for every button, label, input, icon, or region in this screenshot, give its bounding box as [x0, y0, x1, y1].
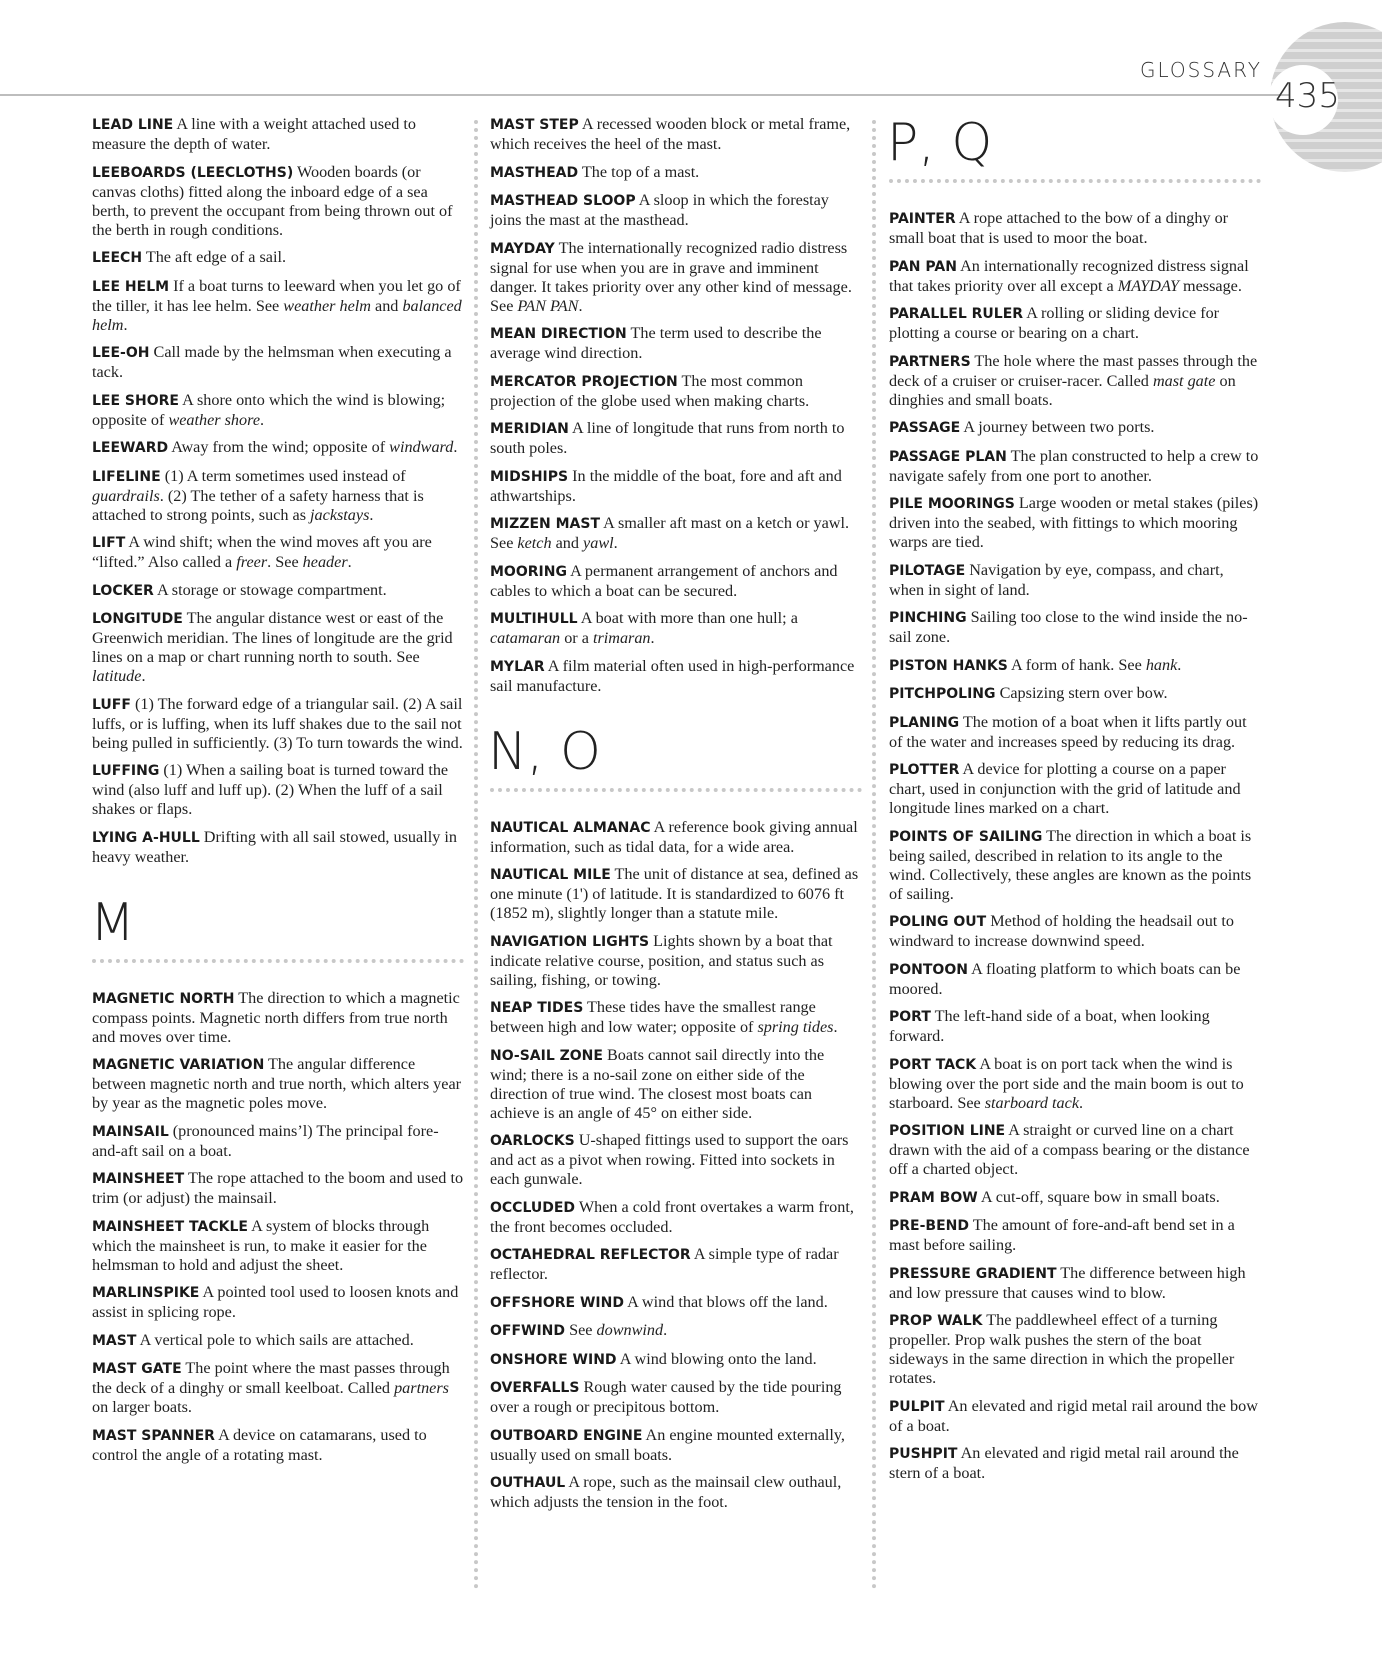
entry-definition: A rolling or sliding device for plotting a course or bearing on a chart. [889, 304, 1220, 342]
glossary-entry [92, 695, 464, 753]
entry-term: LEECH [92, 250, 143, 266]
entry-definition: The most common projection of the globe used when making charts. [490, 371, 810, 410]
glossary-entry [490, 514, 862, 553]
entry-definition: A storage or stowage compartment. [156, 580, 387, 599]
entry-term: MAST [92, 1332, 137, 1349]
glossary-entry [490, 998, 862, 1037]
entry-definition: A simple type of radar reflector. [490, 1245, 839, 1283]
heading-rule [92, 959, 464, 963]
glossary-entry [92, 163, 464, 240]
entry-term: MARLINSPIKE [92, 1285, 200, 1301]
cross-reference: catamaran [490, 629, 561, 647]
entry-definition: If a boat turns to leeward when you let go of the tiller, it has lee helm. See weather helm and balanced helm. [92, 276, 462, 334]
entry-definition: Away from the wind; opposite of windward. [171, 438, 458, 456]
entry-term: NAVIGATION LIGHTS [490, 933, 650, 950]
glossary-entry [889, 561, 1261, 600]
column-3 [889, 115, 1261, 1492]
glossary-entry [92, 1122, 464, 1161]
entry-term: NAUTICAL MILE [490, 867, 611, 883]
entry-term: MOORING [490, 563, 567, 580]
cross-reference: mast gate [1152, 371, 1216, 390]
entry-term: PINCHING [889, 610, 967, 626]
entry-term: PILOTAGE [889, 562, 966, 579]
glossary-entry [889, 827, 1261, 904]
letter-heading: N, O [488, 721, 601, 782]
entry-definition: An elevated and rigid metal rail around the bow of a boat. [889, 1396, 1258, 1435]
cross-reference: jackstays [310, 505, 370, 524]
entry-term: PORT TACK [889, 1056, 977, 1073]
glossary-entry [92, 1055, 464, 1113]
glossary-entry [92, 391, 464, 430]
entry-definition: The direction in which a boat is being sailed, described in relation to its angle to the wind. Collectively, these angles are known as the points of sailing. [889, 826, 1252, 903]
glossary-entry [92, 609, 464, 686]
entry-definition: In the middle of the boat, fore and aft and athwartships. [490, 466, 842, 505]
glossary-entry [490, 467, 862, 506]
entry-term: MULTIHULL [490, 611, 578, 627]
glossary-entry [490, 1350, 862, 1370]
heading-rule [490, 788, 862, 792]
entry-definition: Call made by the helmsman when executing a tack. [92, 343, 452, 381]
entry-term: MASTHEAD SLOOP [490, 193, 636, 209]
entry-term: LEE HELM [92, 278, 170, 295]
entry-term: LEE-OH [92, 345, 150, 361]
glossary-entry [490, 163, 862, 183]
entry-definition: The internationally recognized radio distress signal for use when you are in grave and imminent danger. It takes priority over any other kind of message. See PAN PAN. [490, 238, 852, 315]
entry-term: LUFFING [92, 763, 160, 779]
glossary-entry [889, 1311, 1261, 1388]
entry-term: MAYDAY [490, 240, 555, 257]
glossary-entry [490, 1293, 862, 1313]
entry-definition: A system of blocks through which the mainsheet is run, to make it easier for the helmsman to hold and adjust the sheet. [92, 1216, 430, 1274]
entry-term: MERCATOR PROJECTION [490, 373, 678, 390]
glossary-entry [92, 438, 464, 458]
entry-term: NAUTICAL ALMANAC [490, 819, 651, 836]
entry-definition: The hole where the mast passes through the deck of a cruiser or cruiser-racer. Called mast gate on dinghies and small boats. [889, 351, 1258, 409]
cross-reference: freer [236, 553, 268, 571]
entry-definition: The angular difference between magnetic north and true north, which alters year by year as the magnetic poles move. [92, 1055, 462, 1112]
entry-definition: (pronounced mains’l) The principal fore-and-aft sail on a boat. [92, 1121, 439, 1160]
entry-definition: A rope, such as the mainsail clew outhaul, which adjusts the tension in the foot. [490, 1473, 842, 1511]
glossary-entry [490, 324, 862, 363]
glossary-entry [92, 343, 464, 382]
entry-term: PROP WALK [889, 1313, 983, 1329]
entry-term: OCTAHEDRAL REFLECTOR [490, 1247, 691, 1263]
entry-term: LONGITUDE [92, 611, 183, 627]
cross-reference: PAN PAN [517, 296, 579, 315]
entry-term: PASSAGE PLAN [889, 448, 1007, 465]
entry-term: MAST STEP [490, 117, 579, 133]
section-title: GLOSSARY [1140, 58, 1262, 82]
glossary-entry [92, 1331, 464, 1351]
entry-term: LUFF [92, 696, 131, 713]
glossary-entry [889, 1216, 1261, 1255]
entry-definition: A cut-off, square bow in small boats. [980, 1187, 1220, 1206]
cross-reference: spring tides [757, 1018, 834, 1036]
glossary-entry [889, 1007, 1261, 1046]
entry-term: MAINSAIL [92, 1123, 169, 1140]
header-rule [0, 94, 1290, 96]
glossary-entry [92, 989, 464, 1047]
entry-definition: A floating platform to which boats can be moored. [889, 959, 1241, 998]
entry-term: OUTHAUL [490, 1475, 566, 1491]
glossary-entry [490, 1131, 862, 1189]
entry-definition: See downwind. [569, 1321, 668, 1339]
entry-definition: The amount of fore-and-aft bend set in a mast before sailing. [889, 1216, 1235, 1254]
entry-definition: Drifting with all sail stowed, usually in heavy weather. [92, 827, 457, 866]
glossary-entry [889, 960, 1261, 999]
entry-term: ONSHORE WIND [490, 1351, 617, 1368]
entry-term: MAST GATE [92, 1361, 182, 1377]
glossary-entry [490, 1198, 862, 1237]
entry-term: MAGNETIC VARIATION [92, 1057, 265, 1073]
letter-heading: P, Q [887, 113, 993, 173]
entry-term: LYING A-HULL [92, 829, 200, 846]
glossary-entry [889, 713, 1261, 752]
entry-term: PUSHPIT [889, 1446, 958, 1462]
glossary-entry [490, 115, 862, 154]
entry-term: POSITION LINE [889, 1123, 1006, 1139]
cross-reference: partners [394, 1379, 449, 1397]
entry-definition: The top of a mast. [581, 162, 700, 181]
glossary-entry [889, 608, 1261, 647]
entry-definition: A boat is on port tack when the wind is blowing over the port side and the main boom is out to starboard. See starboard tack. [889, 1054, 1244, 1112]
entry-definition: Navigation by eye, compass, and chart, when in sight of land. [889, 560, 1224, 599]
entry-definition: A wind that blows off the land. [627, 1292, 828, 1311]
entry-term: MIZZEN MAST [490, 516, 600, 532]
entry-term: OCCLUDED [490, 1199, 576, 1216]
cross-reference: trimaran [592, 629, 651, 647]
entry-definition: The paddlewheel effect of a turning propeller. Prop walk pushes the stern of the boat sideways in the same direction in which the propeller rotates. [889, 1311, 1235, 1387]
entry-term: MAST SPANNER [92, 1427, 215, 1444]
glossary-entry [490, 1473, 862, 1512]
glossary-entry [889, 209, 1261, 248]
glossary-entry [490, 818, 862, 857]
entry-definition: An engine mounted externally, usually used on small boats. [490, 1425, 845, 1464]
glossary-entry [92, 761, 464, 819]
glossary-entry [490, 865, 862, 923]
entry-definition: A shore onto which the wind is blowing; opposite of weather shore. [92, 390, 446, 429]
entry-term: MASTHEAD [490, 164, 579, 181]
glossary-entry [490, 1426, 862, 1465]
entry-definition: Wooden boards (or canvas cloths) fitted along the inboard edge of a sea berth, to prevent the occupant from being thrown out of the berth in rough conditions. [92, 162, 453, 239]
glossary-entry [889, 257, 1261, 296]
glossary-entry [490, 1245, 862, 1284]
entry-definition: (1) When a sailing boat is turned toward the wind (also luff and luff up). (2) When the luff of a sail shakes or flaps. [92, 761, 449, 818]
entry-term: OFFWIND [490, 1323, 566, 1339]
entry-term: MAGNETIC NORTH [92, 990, 235, 1007]
column-divider [474, 120, 478, 1590]
entry-term: MAINSHEET TACKLE [92, 1218, 248, 1235]
entry-definition: A line with a weight attached used to measure the depth of water. [92, 115, 416, 153]
cross-reference: yawl [583, 534, 614, 552]
glossary-entry [92, 533, 464, 572]
entry-term: PASSAGE [889, 420, 961, 436]
entry-definition: The term used to describe the average wind direction. [490, 324, 822, 362]
entry-definition: A reference book giving annual information, such as tidal data, for a wide area. [490, 817, 858, 856]
entry-definition: A film material often used in high-performance sail manufacture. [490, 656, 855, 695]
entry-definition: When a cold front overtakes a warm front, the front becomes occluded. [490, 1197, 854, 1236]
entry-term: PISTON HANKS [889, 657, 1008, 674]
glossary-entry [490, 609, 862, 648]
cross-reference: windward [389, 438, 454, 456]
column-2 [490, 115, 862, 1521]
entry-term: PLANING [889, 714, 960, 731]
glossary-entry [92, 1169, 464, 1208]
entry-definition: The plan constructed to help a crew to navigate safely from one port to another. [889, 446, 1259, 485]
glossary-entry [92, 248, 464, 268]
entry-term: MIDSHIPS [490, 468, 569, 485]
glossary-entry [889, 1397, 1261, 1436]
glossary-entry [889, 656, 1261, 676]
glossary-entry [490, 372, 862, 411]
entry-term: NEAP TIDES [490, 1000, 584, 1016]
entry-definition: A pointed tool used to loosen knots and assist in splicing rope. [92, 1283, 459, 1321]
entry-definition: A wind shift; when the wind moves aft you are “lifted.” Also called a freer. See header. [92, 533, 432, 571]
glossary-entry [490, 191, 862, 230]
entry-definition: A vertical pole to which sails are attached. [139, 1330, 414, 1349]
glossary-entry [92, 277, 464, 335]
entry-definition: These tides have the smallest range between high and low water; opposite of spring tides. [490, 998, 838, 1036]
entry-definition: A line of longitude that runs from north to south poles. [490, 419, 845, 457]
cross-reference: downwind [596, 1321, 664, 1339]
glossary-entry [92, 1359, 464, 1417]
entry-term: PRESSURE GRADIENT [889, 1265, 1057, 1282]
entry-term: OARLOCKS [490, 1133, 575, 1149]
glossary-entry [92, 1426, 464, 1465]
entry-term: PRAM BOW [889, 1189, 978, 1206]
entry-definition: A boat with more than one hull; a catamaran or a trimaran. [490, 609, 798, 647]
entry-term: NO-SAIL ZONE [490, 1047, 603, 1064]
glossary-entry [92, 467, 464, 525]
glossary-entry [490, 419, 862, 458]
entry-definition: The aft edge of a sail. [145, 248, 287, 266]
entry-definition: (1) The forward edge of a triangular sail. (2) A sail luffs, or is luffing, when its luff shakes due to the sail not being pulled in sufficiently. (3) To turn towards the wind. [92, 694, 463, 752]
entry-definition: A sloop in which the forestay joins the mast at the masthead. [490, 191, 829, 229]
glossary-entry [889, 760, 1261, 818]
glossary-entry [889, 418, 1261, 438]
glossary-entry [92, 828, 464, 867]
entry-term: PAINTER [889, 211, 956, 227]
entry-definition: The direction to which a magnetic compass points. Magnetic north differs from true north and moves over time. [92, 988, 460, 1046]
cross-reference: guardrails [92, 486, 160, 505]
cross-reference: starboard tack [984, 1093, 1080, 1112]
cross-reference: weather shore [168, 410, 261, 429]
entry-definition: Lights shown by a boat that indicate relative course, position, and status such as sailing, fishing, or towing. [490, 931, 833, 989]
entry-term: PONTOON [889, 961, 968, 978]
glossary-entry [889, 912, 1261, 951]
entry-definition: A device on catamarans, used to control the angle of a rotating mast. [92, 1425, 427, 1464]
letter-heading: M [90, 892, 135, 953]
cross-reference: ketch [517, 534, 552, 552]
entry-term: LIFELINE [92, 468, 161, 485]
entry-term: PAN PAN [889, 258, 957, 275]
glossary-entry [490, 657, 862, 696]
entry-term: MYLAR [490, 658, 545, 675]
entry-definition: A permanent arrangement of anchors and cables to which a boat can be secured. [490, 561, 838, 600]
page-number: 435 [1275, 76, 1340, 116]
glossary-entry [889, 352, 1261, 410]
entry-term: MAINSHEET [92, 1171, 185, 1187]
glossary-entry [889, 447, 1261, 486]
entry-term: POLING OUT [889, 914, 987, 930]
entry-term: PRE-BEND [889, 1218, 969, 1234]
glossary-entry [889, 304, 1261, 343]
cross-reference: MAYDAY [1117, 276, 1179, 295]
entry-definition: (1) A term sometimes used instead of guardrails. (2) The tether of a safety harness that is attached to strong points, such as jackstays. [92, 466, 424, 524]
glossary-entry [92, 115, 464, 154]
entry-term: LEEBOARDS (LEECLOTHS) [92, 164, 294, 181]
entry-term: LEE SHORE [92, 392, 179, 409]
glossary-entry [92, 1283, 464, 1322]
entry-term: PARTNERS [889, 353, 971, 370]
entry-term: LOCKER [92, 582, 154, 599]
entry-definition: The rope attached to the boom and used to trim (or adjust) the mainsail. [92, 1169, 464, 1207]
entry-term: POINTS OF SAILING [889, 828, 1043, 845]
entry-term: OFFSHORE WIND [490, 1294, 624, 1311]
glossary-entry [889, 494, 1261, 552]
entry-definition: Sailing too close to the wind inside the no-sail zone. [889, 608, 1248, 646]
entry-definition: The left-hand side of a boat, when looking forward. [889, 1007, 1210, 1045]
cross-reference: header [302, 553, 348, 571]
entry-definition: A straight or curved line on a chart drawn with the aid of a compass bearing or the distance off a charted object. [889, 1121, 1250, 1178]
entry-term: OVERFALLS [490, 1380, 580, 1396]
entry-term: PITCHPOLING [889, 686, 996, 702]
entry-definition: Boats cannot sail directly into the wind; there is a no-sail zone on either side of the direction of true wind. The closest most boats can achieve is an angle of 45° on either side. [490, 1045, 825, 1122]
glossary-entry [490, 239, 862, 316]
entry-term: LEEWARD [92, 440, 169, 456]
entry-term: PLOTTER [889, 762, 960, 778]
cross-reference: latitude [92, 667, 142, 685]
entry-term: PULPIT [889, 1398, 945, 1415]
entry-definition: U-shaped fittings used to support the oars and act as a pivot when rowing. Fitted into sockets in each gunwale. [490, 1131, 849, 1188]
cross-reference: balanced helm [92, 296, 462, 334]
glossary-entry [889, 1055, 1261, 1113]
entry-definition: An internationally recognized distress signal that takes priority over all except a MAYDAY message. [889, 256, 1249, 295]
entry-term: MERIDIAN [490, 421, 569, 437]
glossary-entry [490, 1046, 862, 1123]
glossary-entry [490, 1378, 862, 1417]
glossary-entry [889, 684, 1261, 704]
cross-reference: hank [1145, 655, 1178, 674]
entry-definition: A journey between two ports. [963, 418, 1155, 436]
glossary-entry [490, 1321, 862, 1341]
glossary-entry [490, 932, 862, 990]
entry-term: PARALLEL RULER [889, 306, 1024, 322]
glossary-entry [889, 1188, 1261, 1208]
entry-definition: A form of hank. See hank. [1010, 655, 1182, 674]
entry-term: PILE MOORINGS [889, 496, 1015, 512]
entry-term: LEAD LINE [92, 117, 174, 133]
entry-definition: Method of holding the headsail out to windward to increase downwind speed. [889, 912, 1234, 950]
entry-definition: The angular distance west or east of the Greenwich meridian. The lines of longitude are the grid lines on a map or chart running north to south. See latitude. [92, 609, 453, 685]
entry-definition: A wind blowing onto the land. [619, 1349, 817, 1368]
entry-term: PORT [889, 1009, 931, 1025]
entry-term: OUTBOARD ENGINE [490, 1427, 643, 1444]
entry-definition: A recessed wooden block or metal frame, which receives the heel of the mast. [490, 115, 851, 153]
glossary-entry [92, 1217, 464, 1275]
entry-definition: The unit of distance at sea, defined as one minute (1') of latitude. It is standardized to 6076 ft (1852 m), slightly longer than a statute mile. [490, 865, 859, 922]
entry-definition: Rough water caused by the tide pouring over a rough or precipitous bottom. [490, 1378, 842, 1416]
glossary-entry [889, 1444, 1261, 1483]
entry-definition: The difference between high and low pressure that causes wind to blow. [889, 1263, 1246, 1302]
entry-definition: Capsizing stern over bow. [999, 684, 1168, 702]
entry-definition: Large wooden or metal stakes (piles) driven into the seabed, with fittings to which mooring warps are tied. [889, 494, 1259, 551]
cross-reference: weather helm [283, 296, 371, 315]
entry-definition: A smaller aft mast on a ketch or yawl. See ketch and yawl. [490, 514, 850, 552]
column-divider [872, 120, 876, 1590]
entry-term: MEAN DIRECTION [490, 326, 627, 342]
heading-rule [889, 179, 1261, 183]
column-1 [92, 115, 464, 1473]
glossary-entry [889, 1121, 1261, 1179]
entry-term: LIFT [92, 535, 126, 551]
entry-definition: The point where the mast passes through the deck of a dinghy or small keelboat. Called partners on larger boats. [92, 1359, 450, 1416]
glossary-entry [92, 581, 464, 601]
entry-definition: A device for plotting a course on a paper chart, used in conjunction with the grid of latitude and longitude lines marked on a chart. [889, 760, 1241, 817]
glossary-entry [889, 1264, 1261, 1303]
entry-definition: A rope attached to the bow of a dinghy or small boat that is used to moor the boat. [889, 209, 1229, 247]
glossary-entry [490, 562, 862, 601]
entry-definition: The motion of a boat when it lifts partly out of the water and increases speed by reducing its drag. [889, 712, 1247, 751]
entry-definition: An elevated and rigid metal rail around the stern of a boat. [889, 1444, 1239, 1482]
